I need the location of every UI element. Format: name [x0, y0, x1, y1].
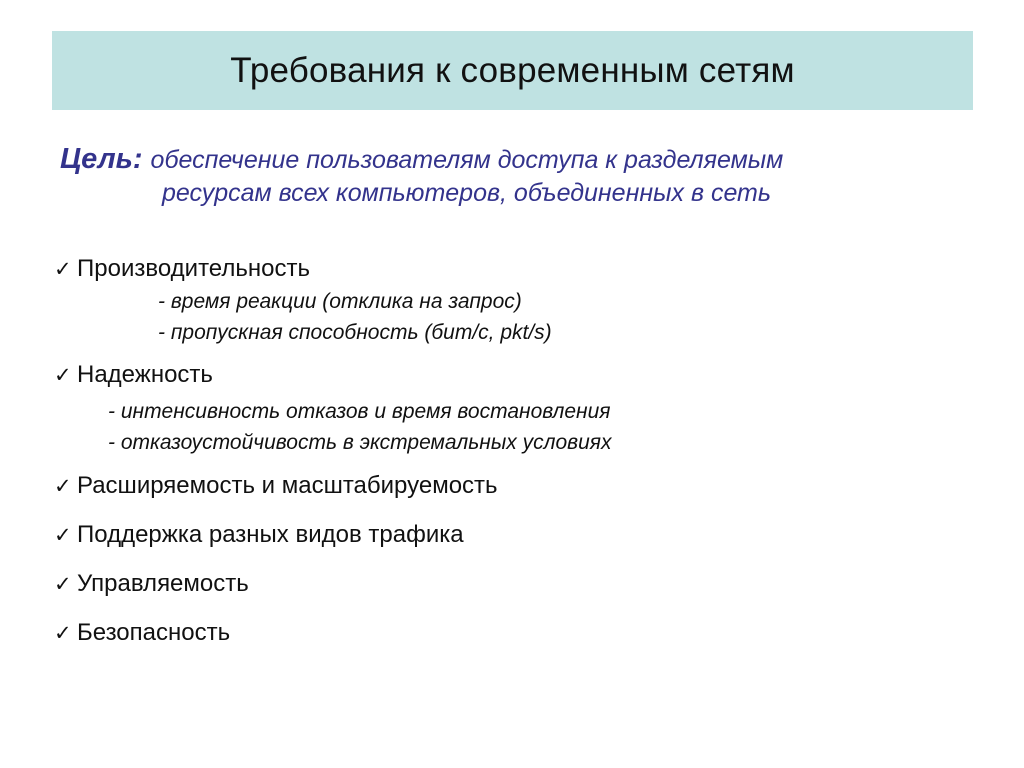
check-mark-icon: ✓ — [54, 474, 72, 498]
slide-title: Требования к современным сетям — [230, 50, 795, 90]
subitem-failure-rate: - интенсивность отказов и время востановления — [108, 400, 611, 423]
check-mark-icon: ✓ — [54, 257, 72, 281]
subitem-throughput: - пропускная способность (бит/с, pkt/s) — [158, 321, 552, 344]
check-mark-icon: ✓ — [54, 572, 72, 596]
goal-text-line-2: ресурсам всех компьютеров, объединенных в сеть — [162, 179, 772, 207]
requirement-item-traffic-support — [54, 521, 464, 549]
requirement-item-performance — [54, 255, 310, 283]
goal-line-1 — [60, 143, 940, 176]
requirement-label: Производительность — [77, 255, 310, 282]
requirement-item-security — [54, 619, 230, 647]
requirement-label: Поддержка разных видов трафика — [77, 521, 464, 548]
requirement-item-manageability — [54, 570, 249, 598]
requirement-item-reliability — [54, 361, 213, 389]
requirement-label: Безопасность — [77, 619, 231, 646]
check-mark-icon: ✓ — [54, 363, 72, 387]
requirement-label: Управляемость — [77, 570, 249, 597]
check-mark-icon: ✓ — [54, 621, 72, 645]
requirement-label: Расширяемость и масштабируемость — [77, 472, 498, 499]
requirement-item-scalability — [54, 472, 498, 500]
goal-text-line-1: обеспечение пользователям доступа к разделяемым — [150, 146, 784, 174]
subitem-fault-tolerance: - отказоустойчивость в экстремальных условиях — [108, 431, 612, 454]
title-bar — [52, 31, 973, 110]
goal-block — [60, 143, 940, 208]
subitem-response-time: - время реакции (отклика на запрос) — [158, 290, 522, 313]
check-mark-icon: ✓ — [54, 523, 72, 547]
goal-label: Цель: — [60, 143, 143, 175]
requirement-label: Надежность — [77, 361, 213, 388]
